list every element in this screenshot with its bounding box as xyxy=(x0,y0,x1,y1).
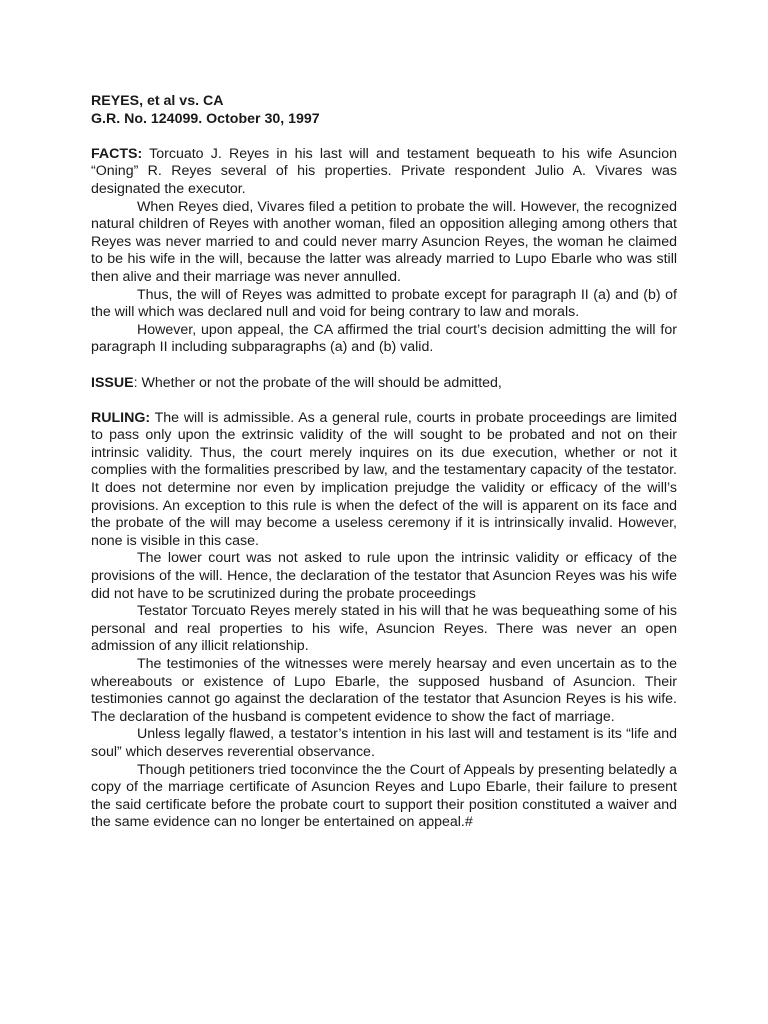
ruling-text: The will is admissible. As a general rule, courts in probate proceedings are limited to pass only upon the extrinsic validity of the will sought to be probated and not on their intrinsic validity. Thus, the court merely inquires on its due execution, whether or not it complies with the formalities prescribed by law, and the testamentary capacity of the testator. It does not determine nor even by implication prejudge the validity or efficacy of the will’s provisions. An exception to this rule is when the defect of the will is apparent on its face and the probate of the will may become a useless ceremony if it is intrinsically invalid. However, none is visible in this case. xyxy=(91,409,677,549)
issue-label: ISSUE xyxy=(91,374,134,391)
facts-label: FACTS: xyxy=(91,145,143,162)
ruling-paragraph: Testator Torcuato Reyes merely stated in his will that he was bequeathing some of his personal and real properties to his wife, Asuncion Reyes. There was never an open admission of any illicit relationship. xyxy=(91,603,677,655)
facts-paragraph: However, upon appeal, the CA affirmed the trial court’s decision admitting the will for paragraph II including subparagraphs (a) and (b) valid. xyxy=(91,321,677,356)
ruling-paragraph: Unless legally flawed, a testator’s intention in his last will and testament is its “life and soul” which deserves reverential observance. xyxy=(91,726,677,760)
ruling-section xyxy=(91,410,677,832)
facts-paragraph xyxy=(91,146,677,199)
ruling-paragraph: The lower court was not asked to rule upon the intrinsic validity or efficacy of the provisions of the will. Hence, the declaration of the testator that Asuncion Reyes was his wife did not have to be scrutinized during the probate proceedings xyxy=(91,550,677,602)
ruling-label: RULING: xyxy=(91,409,151,426)
document-page xyxy=(91,93,677,832)
case-title: REYES, et al vs. CA xyxy=(91,93,224,109)
facts-paragraph: When Reyes died, Vivares filed a petition to probate the will. However, the recognized natural children of Reyes with another woman, filed an opposition alleging among others that Reyes was never married to and could never marry Asuncion Reyes, the woman he claimed to be his wife in the will, because the latter was already married to Lupo Ebarle who was still then alive and their marriage was never annulled. xyxy=(91,198,677,285)
issue-paragraph xyxy=(91,375,677,393)
issue-section xyxy=(91,375,677,393)
facts-section xyxy=(91,146,677,357)
ruling-paragraph: Though petitioners tried toconvince the the Court of Appeals by presenting belatedly a copy of the marriage certificate of Asuncion Reyes and Lupo Ebarle, their failure to present the said certificate before the probate court to support their position constituted a waiver and the same evidence can no longer be entertained on appeal.# xyxy=(91,761,677,831)
ruling-paragraph: The testimonies of the witnesses were merely hearsay and even uncertain as to the whereabouts or existence of Lupo Ebarle, the supposed husband of Asuncion. Their testimonies cannot go against the declaration of the testator that Asuncion Reyes is his wife. The declaration of the husband is competent evidence to show the fact of marriage. xyxy=(91,656,677,725)
case-number: G.R. No. 124099. October 30, 1997 xyxy=(91,110,320,127)
ruling-paragraph xyxy=(91,410,677,551)
facts-paragraph: Thus, the will of Reyes was admitted to probate except for paragraph II (a) and (b) of the will which was declared null and void for being contrary to law and morals. xyxy=(91,286,677,321)
issue-text: : Whether or not the probate of the will should be admitted, xyxy=(133,374,502,391)
facts-text: Torcuato J. Reyes in his last will and testament bequeath to his wife Asuncion “Oning” R. Reyes several of his properties. Private respondent Julio A. Vivares was designated the executor. xyxy=(91,145,677,197)
